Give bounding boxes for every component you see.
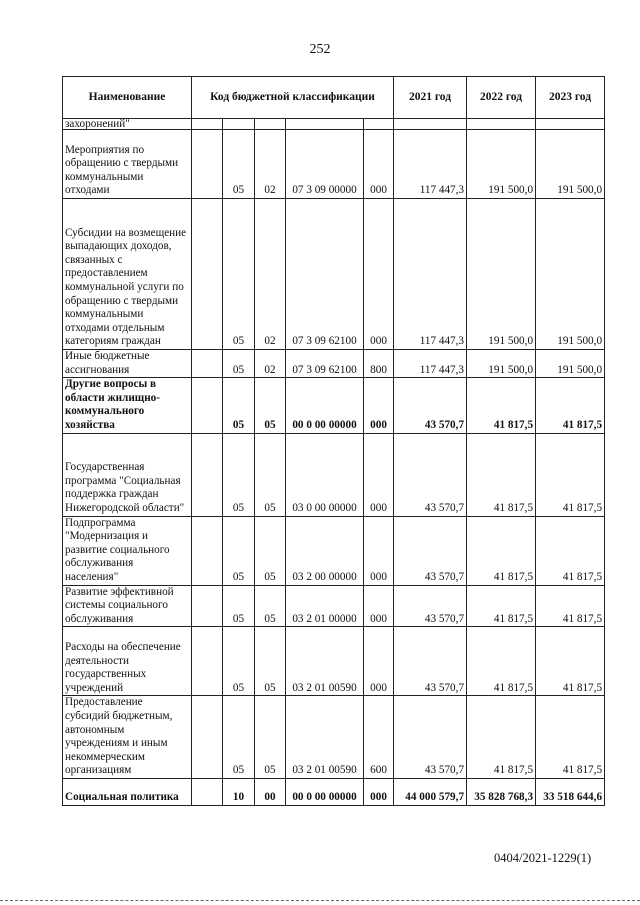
row-spacer-cell <box>192 199 223 350</box>
table-header-row <box>63 77 605 119</box>
row-amount-2023: 41 817,5 <box>536 433 605 516</box>
row-amount-2023: 191 500,0 <box>536 350 605 378</box>
row-subsection <box>255 119 286 130</box>
row-subsection: 05 <box>255 627 286 696</box>
row-subsection: 05 <box>255 516 286 585</box>
row-section: 05 <box>223 378 255 433</box>
row-amount-2021: 43 570,7 <box>394 696 467 779</box>
row-subsection: 05 <box>255 378 286 433</box>
header-2021: 2021 год <box>394 77 467 119</box>
row-expense-type: 000 <box>364 585 394 627</box>
row-amount-2021: 117 447,3 <box>394 130 467 199</box>
row-expense-type: 600 <box>364 696 394 779</box>
row-amount-2021: 43 570,7 <box>394 516 467 585</box>
row-amount-2023: 191 500,0 <box>536 199 605 350</box>
row-section: 05 <box>223 516 255 585</box>
row-amount-2021: 43 570,7 <box>394 585 467 627</box>
row-spacer-cell <box>192 516 223 585</box>
row-name: Подпрограмма "Модернизация и развитие социального обслуживания населения" <box>63 516 192 585</box>
row-expense-type: 000 <box>364 627 394 696</box>
row-subsection: 05 <box>255 433 286 516</box>
row-amount-2022: 191 500,0 <box>467 199 536 350</box>
row-section: 05 <box>223 130 255 199</box>
row-name: Государственная программа "Социальная поддержка граждан Нижегородской области" <box>63 433 192 516</box>
row-amount-2023 <box>536 119 605 130</box>
row-target-article: 03 2 00 00000 <box>286 516 364 585</box>
row-name: Субсидии на возмещение выпадающих доходов, связанных с предоставлением коммунальной услуги по обращению с твердыми коммунальными отходами отдельным категориям граждан <box>63 199 192 350</box>
table-row <box>63 199 605 350</box>
row-amount-2021: 117 447,3 <box>394 350 467 378</box>
table-body <box>63 119 605 806</box>
row-expense-type: 000 <box>364 378 394 433</box>
row-name: Социальная политика <box>63 778 192 805</box>
row-subsection: 02 <box>255 130 286 199</box>
row-amount-2023: 41 817,5 <box>536 585 605 627</box>
table-row <box>63 433 605 516</box>
header-2023: 2023 год <box>536 77 605 119</box>
row-name: Расходы на обеспечение деятельности государственных учреждений <box>63 627 192 696</box>
row-spacer-cell <box>192 130 223 199</box>
row-name: Предоставление субсидий бюджетным, автономным учреждениям и иным некоммерческим организациям <box>63 696 192 779</box>
row-section: 05 <box>223 199 255 350</box>
row-amount-2021: 43 570,7 <box>394 627 467 696</box>
row-target-article: 03 2 01 00000 <box>286 585 364 627</box>
row-expense-type: 000 <box>364 130 394 199</box>
row-section: 05 <box>223 350 255 378</box>
row-amount-2021: 43 570,7 <box>394 433 467 516</box>
row-section: 05 <box>223 433 255 516</box>
table-row <box>63 119 605 130</box>
table-row <box>63 778 605 805</box>
header-name: Наименование <box>63 77 192 119</box>
row-amount-2021: 44 000 579,7 <box>394 778 467 805</box>
row-amount-2023: 41 817,5 <box>536 516 605 585</box>
row-amount-2022: 41 817,5 <box>467 516 536 585</box>
row-amount-2023: 41 817,5 <box>536 378 605 433</box>
row-section: 10 <box>223 778 255 805</box>
row-expense-type <box>364 119 394 130</box>
table-row <box>63 627 605 696</box>
row-spacer-cell <box>192 378 223 433</box>
row-subsection: 00 <box>255 778 286 805</box>
row-amount-2022: 41 817,5 <box>467 378 536 433</box>
row-name: Развитие эффективной системы социального обслуживания <box>63 585 192 627</box>
row-expense-type: 000 <box>364 199 394 350</box>
row-target-article: 07 3 09 62100 <box>286 350 364 378</box>
row-subsection: 05 <box>255 585 286 627</box>
table-row <box>63 350 605 378</box>
page-number: 252 <box>309 42 331 57</box>
row-amount-2022: 41 817,5 <box>467 696 536 779</box>
row-subsection: 02 <box>255 199 286 350</box>
row-name: Мероприятия по обращению с твердыми коммунальными отходами <box>63 130 192 199</box>
table-row <box>63 585 605 627</box>
row-spacer-cell <box>192 778 223 805</box>
row-amount-2023: 33 518 644,6 <box>536 778 605 805</box>
row-name: захоронений" <box>63 119 192 130</box>
header-budget-code: Код бюджетной классификации <box>192 77 394 119</box>
row-target-article: 03 0 00 00000 <box>286 433 364 516</box>
row-target-article: 03 2 01 00590 <box>286 696 364 779</box>
row-subsection: 05 <box>255 696 286 779</box>
row-target-article: 00 0 00 00000 <box>286 778 364 805</box>
document-code: 0404/2021-1229(1) <box>494 851 592 865</box>
row-expense-type: 000 <box>364 516 394 585</box>
budget-table <box>62 76 605 806</box>
row-section: 05 <box>223 696 255 779</box>
table-row <box>63 696 605 779</box>
row-section: 05 <box>223 585 255 627</box>
row-name: Иные бюджетные ассигнования <box>63 350 192 378</box>
row-target-article: 07 3 09 62100 <box>286 199 364 350</box>
row-amount-2021 <box>394 119 467 130</box>
row-spacer-cell <box>192 433 223 516</box>
row-amount-2021: 43 570,7 <box>394 378 467 433</box>
row-target-article: 00 0 00 00000 <box>286 378 364 433</box>
row-expense-type: 800 <box>364 350 394 378</box>
table-row <box>63 516 605 585</box>
row-amount-2023: 41 817,5 <box>536 696 605 779</box>
row-amount-2022: 41 817,5 <box>467 433 536 516</box>
row-expense-type: 000 <box>364 778 394 805</box>
row-target-article: 03 2 01 00590 <box>286 627 364 696</box>
row-amount-2022: 191 500,0 <box>467 350 536 378</box>
row-subsection: 02 <box>255 350 286 378</box>
scan-edge-line <box>0 900 640 901</box>
row-amount-2021: 117 447,3 <box>394 199 467 350</box>
row-amount-2022: 41 817,5 <box>467 627 536 696</box>
row-spacer-cell <box>192 696 223 779</box>
table-row <box>63 378 605 433</box>
row-expense-type: 000 <box>364 433 394 516</box>
row-amount-2022: 35 828 768,3 <box>467 778 536 805</box>
row-amount-2023: 191 500,0 <box>536 130 605 199</box>
row-amount-2023: 41 817,5 <box>536 627 605 696</box>
header-2022: 2022 год <box>467 77 536 119</box>
row-amount-2022 <box>467 119 536 130</box>
row-section <box>223 119 255 130</box>
row-target-article: 07 3 09 00000 <box>286 130 364 199</box>
row-spacer-cell <box>192 119 223 130</box>
row-target-article <box>286 119 364 130</box>
row-spacer-cell <box>192 350 223 378</box>
row-section: 05 <box>223 627 255 696</box>
table-row <box>63 130 605 199</box>
row-amount-2022: 41 817,5 <box>467 585 536 627</box>
row-spacer-cell <box>192 627 223 696</box>
row-spacer-cell <box>192 585 223 627</box>
row-amount-2022: 191 500,0 <box>467 130 536 199</box>
row-name: Другие вопросы в области жилищно-коммунального хозяйства <box>63 378 192 433</box>
